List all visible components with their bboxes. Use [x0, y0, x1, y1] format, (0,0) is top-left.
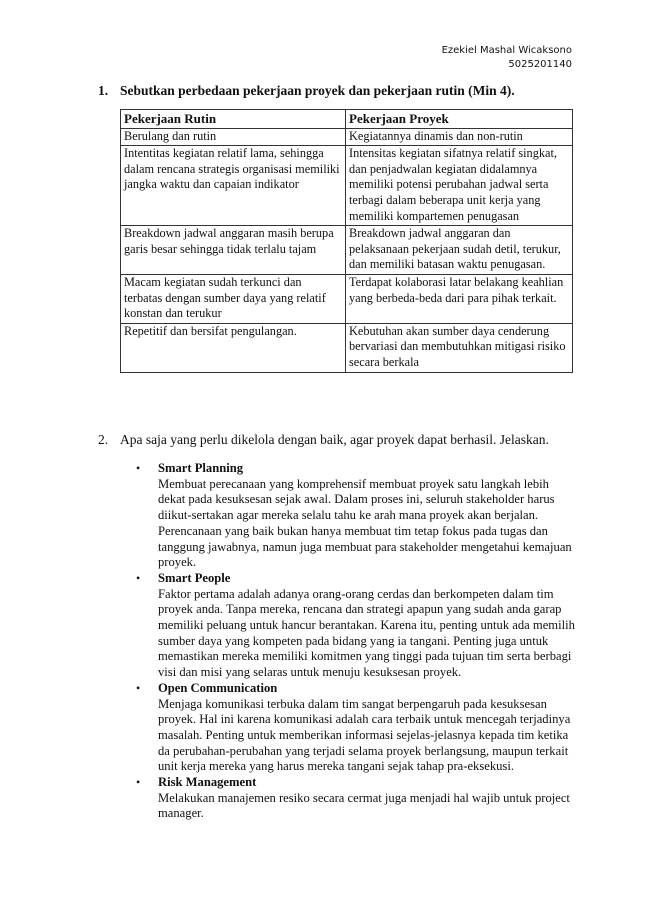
- list-item-title: Smart People: [158, 570, 231, 585]
- table-cell: Intensitas kegiatan sifatnya relatif singkat, dan penjadwalan kegiatan didalamnya memiliki potensi perubahan jadwal serta terbagi dalam beberapa unit kerja yang memiliki kompartemen penugasan: [346, 146, 573, 226]
- list-item: [136, 571, 576, 681]
- list-item-body: Faktor pertama adalah adanya orang-orang cerdas dan berkompeten dalam tim proyek anda. Tanpa mereka, rencana dan strategi apapun yang sudah anda garap memiliki peluang untuk hancur berantakan. Karena itu, penting untuk ada memilih sumber daya yang kompeten pada bidang yang ia tangani. Penting juga untuk memastikan mereka memiliki komitmen yang tinggi pada tujuan tim serta berbagi visi dan misi yang selaras untuk menuju kesuksesan proyek.: [158, 586, 575, 680]
- list-item-body: Membuat perecanaan yang komprehensif membuat proyek satu langkah lebih dekat pada kesuksesan sejak awal. Dalam proses ini, seluruh stakeholder harus diikut-sertakan agar mereka selalu tahu ke arah mana proyek akan berjalan. Perencanaan yang baik bukan hanya membuat tim tetap fokus pada tugas dan tanggung jawabnya, namun juga membuat para stakeholder mengetahui kemajuan proyek.: [158, 476, 572, 570]
- list-item-title: Risk Management: [158, 775, 257, 790]
- table-row: [121, 128, 573, 146]
- question-1-text: Sebutkan perbedaan pekerjaan proyek dan pekerjaan rutin (Min 4).: [120, 83, 515, 98]
- success-factors-list: [136, 461, 576, 822]
- table-row: [121, 323, 573, 372]
- table-header-row: [121, 110, 573, 129]
- list-item-body: Menjaga komunikasi terbuka dalam tim sangat berpengaruh pada kesuksesan proyek. Hal ini karena komunikasi adalah cara terbaik untuk mencegah terjadinya masalah. Penting untuk memberikan informasi sejelas-jelasnya kepada tim ketika da perubahan-perubahan yang terjadi selama proyek berlangsung, maupun terkait unit kerja mereka yang harus mereka tangani sejak tahap pra-eksekusi.: [158, 696, 571, 774]
- question-2-number: 2.: [98, 432, 109, 447]
- bullet-icon: •: [136, 461, 141, 475]
- table-cell: Repetitif dan bersifat pengulangan.: [121, 323, 346, 372]
- list-item: [136, 461, 576, 571]
- list-item-body: Melakukan manajemen resiko secara cermat juga menjadi hal wajib untuk project manager.: [158, 790, 570, 821]
- header-routine-work: Pekerjaan Rutin: [121, 110, 346, 129]
- page-header: [442, 44, 572, 72]
- list-item-title: Open Communication: [158, 680, 278, 695]
- question-1-number: 1.: [98, 83, 109, 98]
- list-item-title: Smart Planning: [158, 461, 244, 475]
- bullet-icon: •: [136, 570, 141, 585]
- bullet-icon: •: [136, 680, 141, 695]
- comparison-table: [120, 109, 573, 373]
- bullet-icon: •: [136, 775, 141, 790]
- table-cell: Kebutuhan akan sumber daya cenderung bervariasi dan membutuhkan mitigasi risiko secara berkala: [346, 323, 573, 372]
- list-item: [136, 775, 576, 822]
- table-row: [121, 274, 573, 323]
- table-row: [121, 146, 573, 226]
- table-cell: Breakdown jadwal anggaran masih berupa garis besar sehingga tidak terlalu tajam: [121, 226, 346, 275]
- list-item: [136, 681, 576, 775]
- table-cell: Breakdown jadwal anggaran dan pelaksanaan pekerjaan sudah detil, terukur, dan memiliki batasan waktu penugasan.: [346, 226, 573, 275]
- table-cell: Terdapat kolaborasi latar belakang keahlian yang berbeda-beda dari para pihak terkait.: [346, 274, 573, 323]
- author-name: Ezekiel Mashal Wicaksono: [441, 45, 572, 56]
- table-cell: Intentitas kegiatan relatif lama, sehingga dalam rencana strategis organisasi memiliki jangka waktu dan capaian indikator: [121, 146, 346, 226]
- student-id: 5025201140: [508, 59, 572, 70]
- table-cell: Kegiatannya dinamis dan non-rutin: [346, 128, 573, 146]
- header-project-work: Pekerjaan Proyek: [346, 110, 573, 129]
- table-cell: Macam kegiatan sudah terkunci dan terbatas dengan sumber daya yang relatif konstan dan terukur: [121, 274, 346, 323]
- table-cell: Berulang dan rutin: [121, 128, 346, 146]
- table-row: [121, 226, 573, 275]
- question-2-text: Apa saja yang perlu dikelola dengan baik, agar proyek dapat berhasil. Jelaskan.: [120, 432, 549, 447]
